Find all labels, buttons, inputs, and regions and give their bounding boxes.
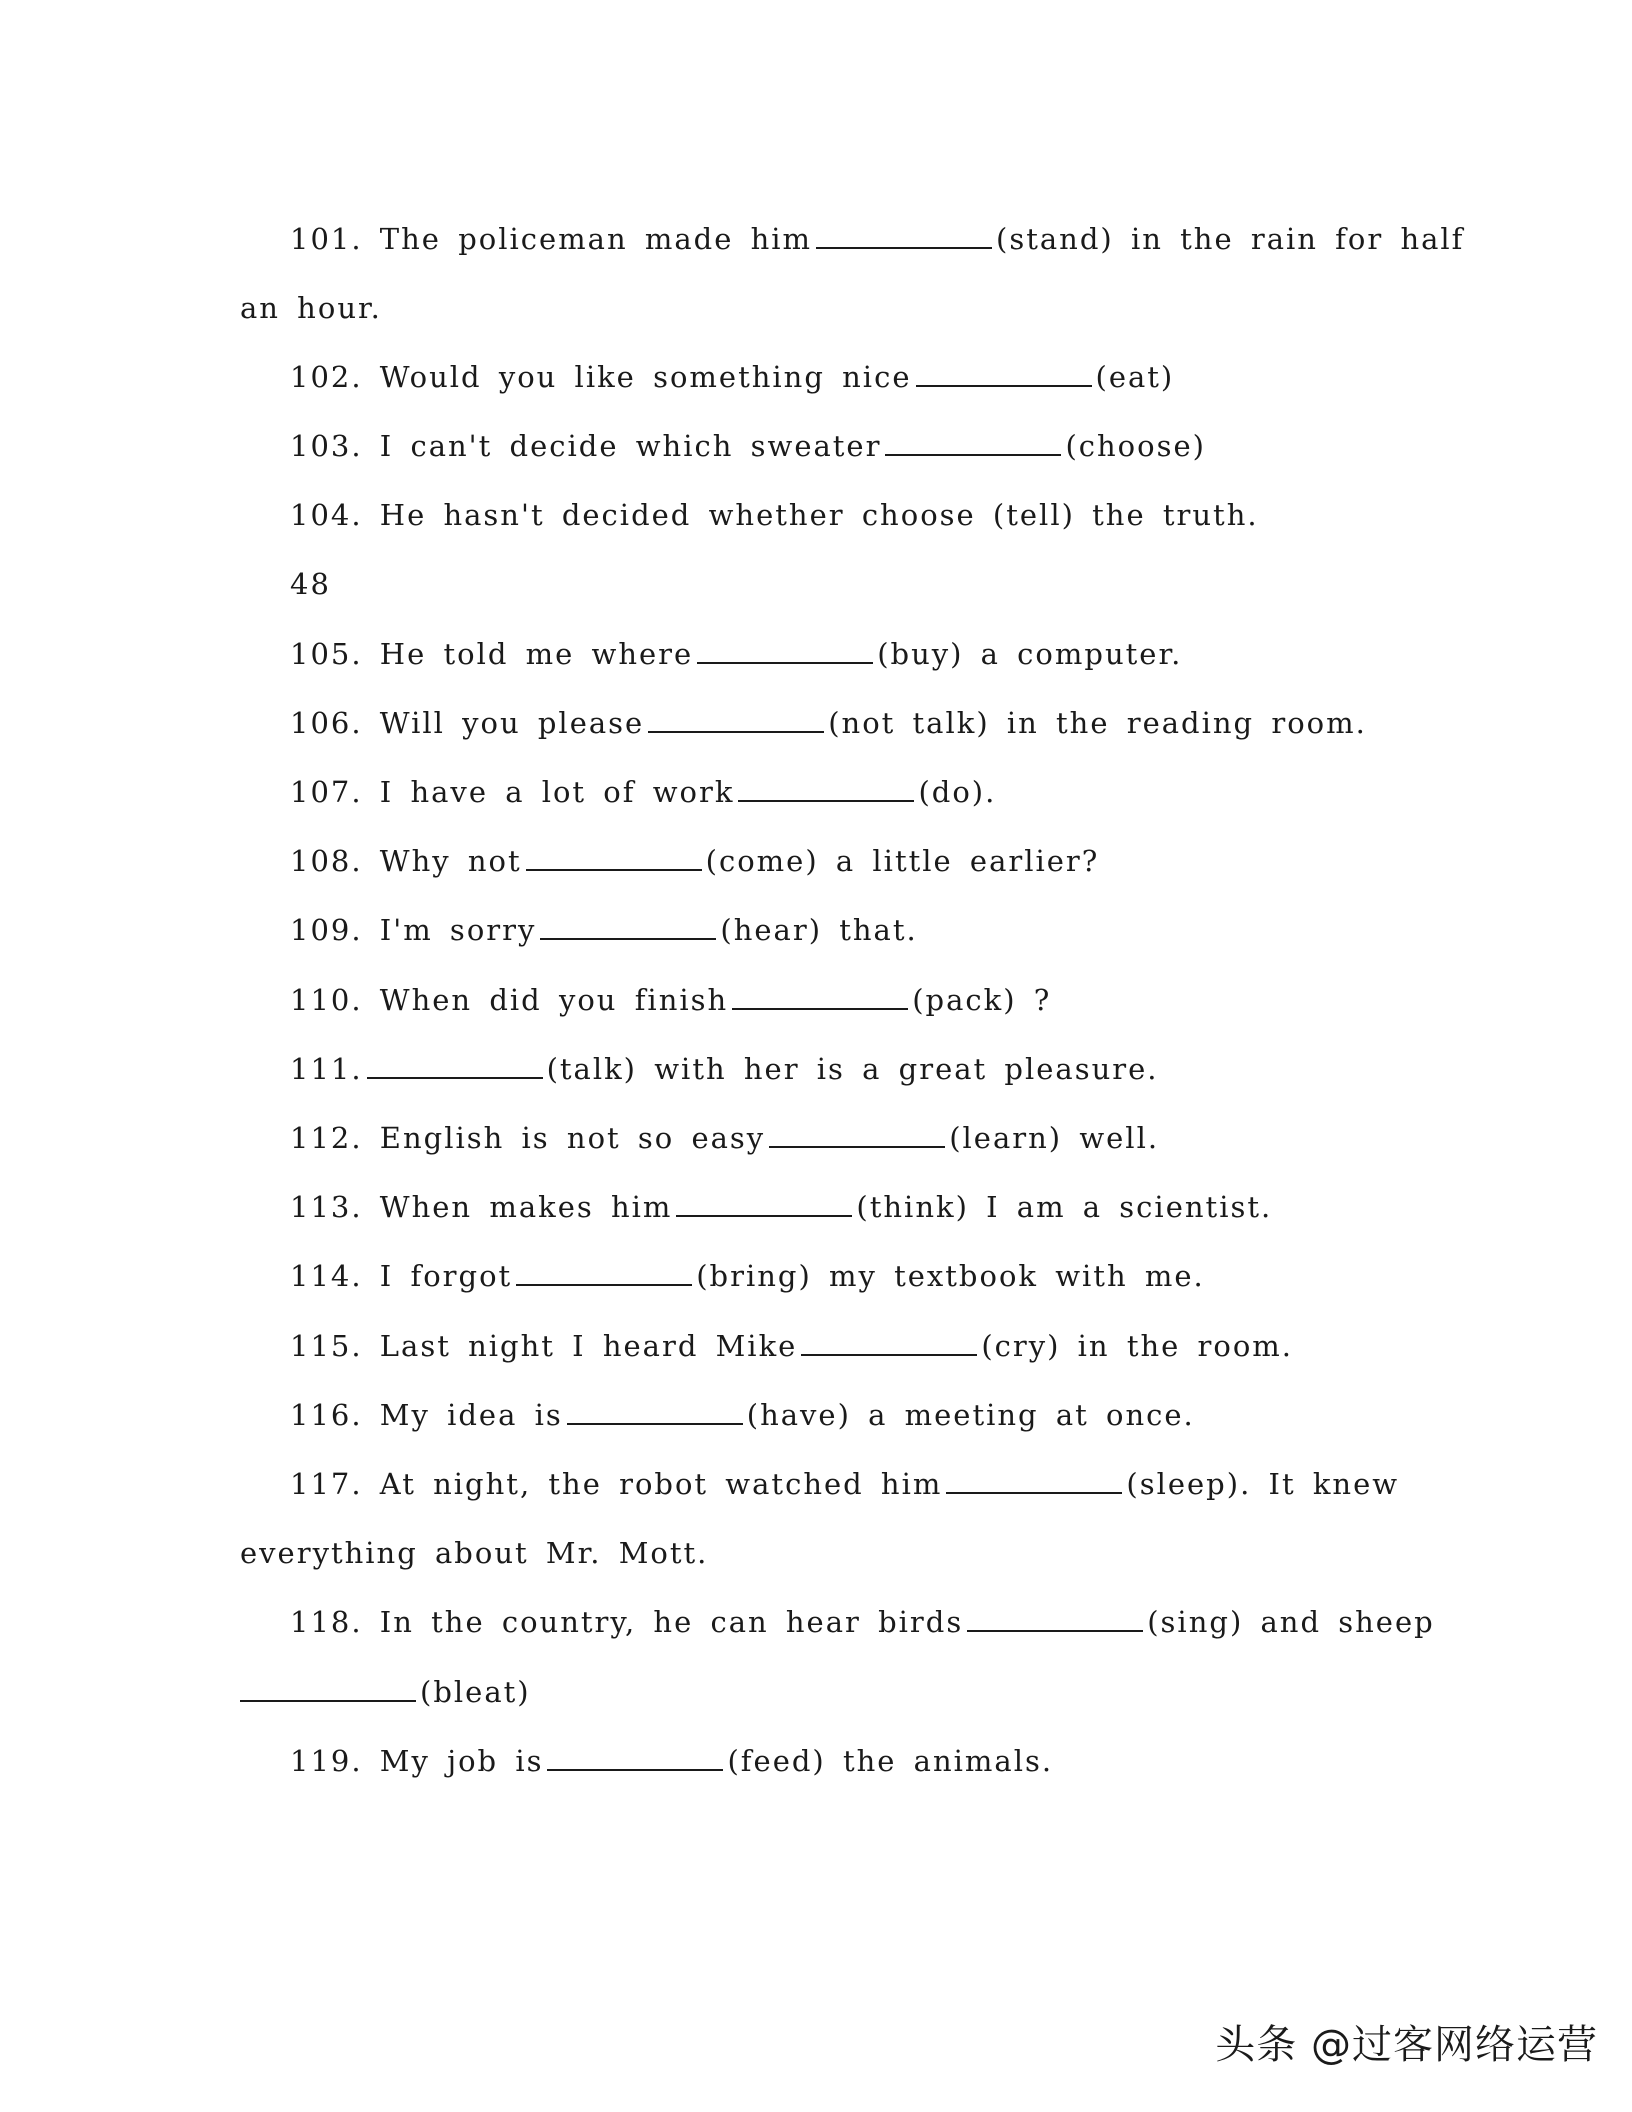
answer-blank[interactable] [367,1051,543,1079]
watermark-text: 头条 @过客网络运营 [1215,2022,1598,2068]
question-105: 105. He told me where (buy) a computer. [290,637,1183,671]
question-102: 102. Would you like something nice (eat) [290,360,1175,394]
answer-blank[interactable] [526,843,702,871]
question-117-line-2: everything about Mr. Mott. [240,1536,709,1570]
answer-blank[interactable] [816,221,992,249]
question-103: 103. I can't decide which sweater (choose) [290,429,1206,463]
answer-blank[interactable] [916,359,1092,387]
answer-blank[interactable] [885,428,1061,456]
question-115: 115. Last night I heard Mike (cry) in the room. [290,1329,1294,1363]
answer-blank[interactable] [567,1397,743,1425]
question-119: 119. My job is (feed) the animals. [290,1744,1054,1778]
answer-blank[interactable] [769,1120,945,1148]
answer-blank[interactable] [732,982,908,1010]
answer-blank[interactable] [967,1604,1143,1632]
answer-blank[interactable] [547,1743,723,1771]
question-101-line-1: 101. The policeman made him (stand) in the rain for half [290,222,1465,256]
question-108: 108. Why not (come) a little earlier? [290,844,1100,878]
question-118-line-1: 118. In the country, he can hear birds (sing) and sheep [290,1605,1435,1639]
question-112: 112. English is not so easy (learn) well. [290,1121,1160,1155]
question-117-line-1: 117. At night, the robot watched him (sleep). It knew [290,1467,1400,1501]
answer-blank[interactable] [697,636,873,664]
question-106: 106. Will you please (not talk) in the reading room. [290,706,1367,740]
question-107: 107. I have a lot of work (do). [290,775,997,809]
question-110: 110. When did you finish (pack) ? [290,983,1052,1017]
answer-blank[interactable] [676,1189,852,1217]
answer-blank[interactable] [946,1466,1122,1494]
question-104: 104. He hasn't decided whether choose (tell) the truth. [290,498,1259,532]
question-111: 111. (talk) with her is a great pleasure. [290,1052,1159,1086]
answer-blank[interactable] [240,1674,416,1702]
page-number: 48 [290,567,331,601]
question-118-line-2: (bleat) [240,1674,531,1710]
question-114: 114. I forgot (bring) my textbook with me. [290,1259,1205,1293]
question-101-line-2: an hour. [240,291,382,325]
answer-blank[interactable] [540,912,716,940]
answer-blank[interactable] [738,774,914,802]
question-109: 109. I'm sorry (hear) that. [290,913,918,947]
answer-blank[interactable] [648,705,824,733]
question-116: 116. My idea is (have) a meeting at once. [290,1398,1195,1432]
answer-blank[interactable] [516,1258,692,1286]
question-113: 113. When makes him (think) I am a scientist. [290,1190,1273,1224]
answer-blank[interactable] [801,1328,977,1356]
